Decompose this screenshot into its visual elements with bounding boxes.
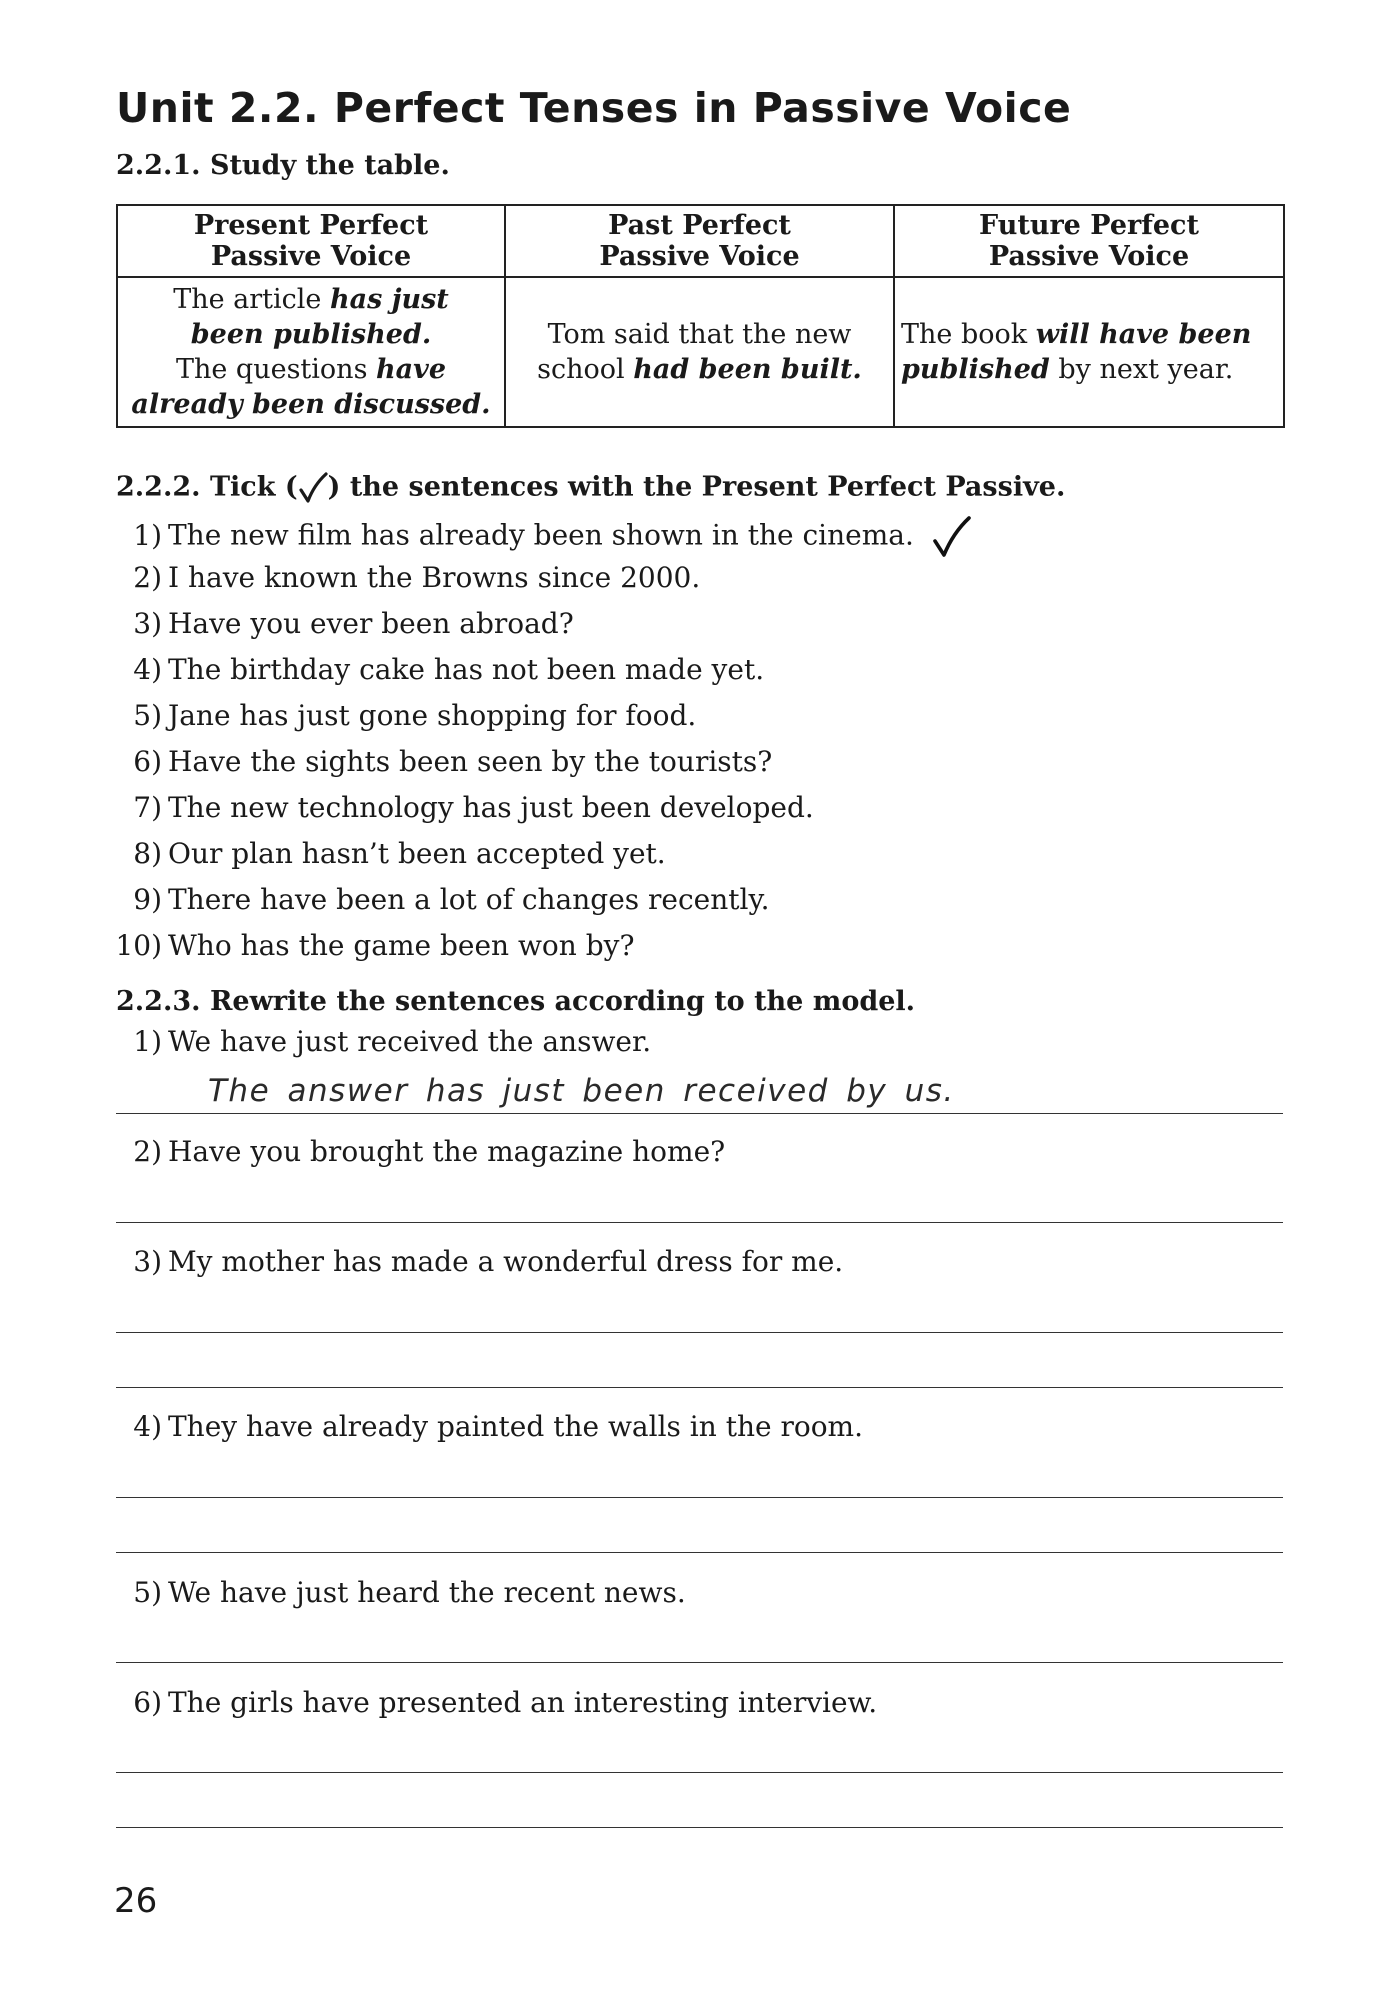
rewrite-item: 1) We have just received the answer. [133, 1025, 652, 1058]
checkmark-icon [298, 471, 328, 505]
answer-line[interactable] [116, 1387, 1283, 1388]
table-header-row [117, 205, 1284, 277]
answer-line[interactable] [116, 1772, 1283, 1773]
tick-item: 7) The new technology has just been developed. [133, 791, 814, 824]
tick-item: 1) The new film has already been shown in the cinema. [110, 515, 973, 559]
tick-item: 3) Have you ever been abroad? [133, 607, 574, 640]
exercise-2-2-2-heading: 2.2.2. Tick ( ) the sentences with the Present Perfect Passive. [116, 471, 1065, 505]
unit-title: Unit 2.2. Perfect Tenses in Passive Voice [116, 84, 1072, 132]
tick-item: 10) Who has the game been won by? [115, 929, 635, 962]
rewrite-item: 4) They have already painted the walls in the room. [133, 1410, 863, 1443]
header-future-perfect: Future Perfect Passive Voice [894, 205, 1284, 277]
answer-line[interactable] [116, 1827, 1283, 1828]
tick-item: 2) I have known the Browns since 2000. [133, 561, 701, 594]
tick-item: 6) Have the sights been seen by the tourists? [133, 745, 773, 778]
page-number: 26 [114, 1881, 158, 1921]
past-perfect-example: Tom said that the new school had been built. [505, 277, 894, 427]
tick-item: 8) Our plan hasn’t been accepted yet. [133, 837, 666, 870]
tick-mark-icon [931, 515, 973, 559]
answer-line[interactable] [116, 1222, 1283, 1223]
table-example-row [117, 277, 1284, 427]
tenses-table [116, 204, 1285, 428]
answer-line[interactable] [116, 1332, 1283, 1333]
rewrite-item: 6) The girls have presented an interesting interview. [133, 1686, 878, 1719]
rewrite-item: 3) My mother has made a wonderful dress for me. [133, 1245, 844, 1278]
tick-item: 4) The birthday cake has not been made yet. [133, 653, 765, 686]
answer-line[interactable] [116, 1552, 1283, 1553]
tick-item: 5) Jane has just gone shopping for food. [133, 699, 697, 732]
rewrite-item: 5) We have just heard the recent news. [133, 1576, 686, 1609]
header-present-perfect: Present Perfect Passive Voice [117, 205, 505, 277]
answer-line[interactable] [116, 1662, 1283, 1663]
present-perfect-examples: The article has just been published. The questions have already been discussed. [117, 277, 505, 427]
handwritten-model-answer: The answer has just been received by us. [208, 1073, 955, 1109]
tick-item: 9) There have been a lot of changes recently. [133, 883, 770, 916]
rewrite-item: 2) Have you brought the magazine home? [133, 1135, 726, 1168]
future-perfect-example: The book will have been published by next year. [894, 277, 1284, 427]
answer-line[interactable] [116, 1497, 1283, 1498]
answer-line[interactable] [116, 1113, 1283, 1114]
exercise-2-2-1-heading: 2.2.1. Study the table. [116, 150, 450, 181]
header-past-perfect: Past Perfect Passive Voice [505, 205, 894, 277]
exercise-2-2-3-heading: 2.2.3. Rewrite the sentences according to the model. [116, 986, 916, 1017]
